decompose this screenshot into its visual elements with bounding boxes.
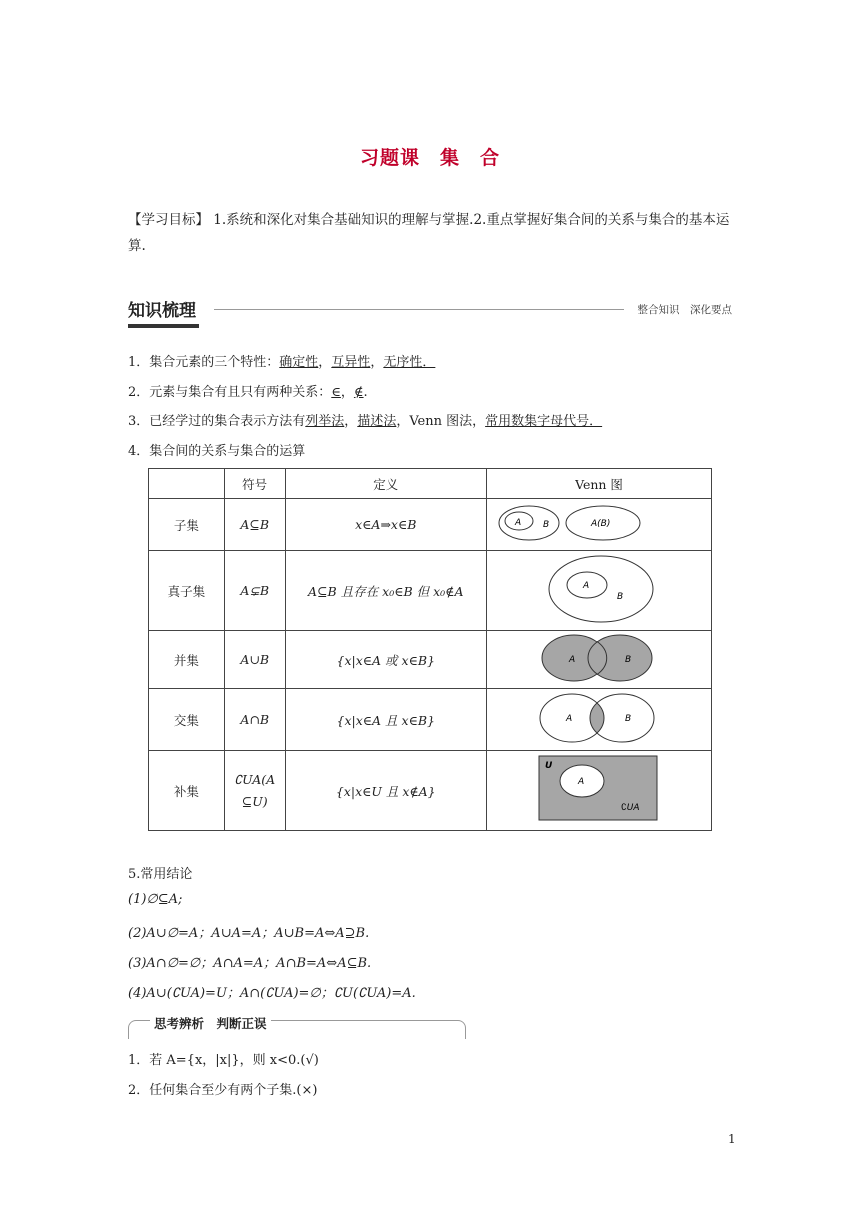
conclusion-3: (3)A∩∅=∅；A∩A=A；A∩B=A⇔A⊆B. (128, 956, 372, 971)
set-relations-table (148, 468, 712, 831)
item-3-answer-b: 描述法 (357, 414, 397, 429)
table-header-row (149, 469, 712, 499)
venn-intersection-diagram (487, 690, 711, 746)
row-symbol: A⊆B (224, 499, 285, 551)
table-row (149, 689, 712, 751)
venn-intersection (487, 689, 712, 751)
item-3-sep1: ， (344, 414, 358, 429)
item-2-sep: ， (340, 385, 354, 400)
row-symbol: A∪B (224, 631, 285, 689)
venn-label-b: B (625, 655, 632, 665)
item-1-sep2: ， (370, 355, 384, 370)
goal-label: 【学习目标】 (128, 212, 209, 228)
venn-label-a: A (583, 581, 590, 591)
venn-complement-diagram (487, 752, 711, 826)
item-2-answer-b: ∉ (353, 385, 364, 400)
section-divider (214, 309, 624, 310)
item-1-answer-b: 互异性 (331, 355, 371, 370)
item-1 (128, 351, 435, 370)
think-label: 思考辨析 判断正误 (150, 1014, 271, 1032)
table-row (149, 551, 712, 631)
item-3-prefix: 3．已经学过的集合表示方法有 (128, 414, 306, 429)
venn-subset-diagram (487, 499, 711, 547)
item-2-end: . (363, 385, 368, 400)
think-question-2: 2．任何集合至少有两个子集.(×) (128, 1083, 318, 1098)
row-definition: {x|x∈A 且 x∈B} (285, 689, 486, 751)
row-name: 子集 (149, 499, 225, 551)
item-4: 4．集合间的关系与集合的运算 (128, 444, 306, 459)
header-symbol: 符号 (224, 469, 285, 499)
item-2-prefix: 2．元素与集合有且只有两种关系： (128, 385, 332, 400)
row-definition: A⊆B 且存在 x₀∈B 但 x₀∉A (285, 551, 486, 631)
venn-label-cua: ∁UA (621, 803, 640, 813)
row-symbol: A∩B (224, 689, 285, 751)
row-definition: x∈A⇒x∈B (285, 499, 486, 551)
venn-label-b: B (543, 520, 550, 530)
item-3 (128, 410, 602, 429)
row-name: 交集 (149, 689, 225, 751)
header-venn: Venn 图 (487, 469, 712, 499)
page-number: 1 (728, 1132, 736, 1146)
conclusion-2: (2)A∪∅=A；A∪A=A；A∪B=A⇔A⊇B. (128, 926, 370, 941)
conclusion-4: (4)A∪(∁UA)=U；A∩(∁UA)=∅；∁U(∁UA)=A. (128, 986, 416, 1001)
row-name: 并集 (149, 631, 225, 689)
goal-text: 1.系统和深化对集合基础知识的理解与掌握.2.重点掌握好集合间的关系与集合的基本运算. (128, 212, 730, 254)
venn-label-a: A (515, 518, 522, 528)
item-3-answer-a: 列举法 (305, 414, 345, 429)
section-name: 知识梳理 (128, 296, 199, 328)
row-name: 补集 (149, 751, 225, 831)
venn-label-b: B (617, 592, 624, 602)
venn-label-ab: A(B) (591, 519, 611, 529)
header-blank (149, 469, 225, 499)
venn-label-a: A (578, 777, 585, 787)
venn-label-b: B (625, 714, 632, 724)
section-header (128, 296, 734, 326)
section-tag: 整合知识 深化要点 (637, 304, 732, 316)
venn-complement (487, 751, 712, 831)
item-3-answer-c: 常用数集字母代号． (485, 414, 603, 429)
venn-label-u: U (545, 761, 553, 771)
item-2 (128, 381, 368, 400)
venn-union (487, 631, 712, 689)
table-row (149, 499, 712, 551)
item-1-sep1: ， (318, 355, 332, 370)
row-definition: {x|x∈U 且 x∉A} (285, 751, 486, 831)
venn-proper-subset-diagram (487, 551, 711, 627)
venn-union-diagram (487, 631, 711, 685)
think-question-1: 1．若 A={x，|x|}，则 x<0.(√) (128, 1053, 319, 1068)
venn-label-a: A (566, 714, 573, 724)
conclusion-1: (1)∅⊆A; (128, 892, 183, 907)
item-1-answer-c: 无序性． (383, 355, 436, 370)
venn-label-a: A (569, 655, 576, 665)
page-title: 习题课 集 合 (359, 147, 500, 169)
think-box (128, 1016, 468, 1040)
row-definition: {x|x∈A 或 x∈B} (285, 631, 486, 689)
venn-proper-subset (487, 551, 712, 631)
conclusions-heading: 5.常用结论 (128, 867, 193, 882)
table-row (149, 751, 712, 831)
row-symbol: ∁UA(A ⊆U) (224, 751, 285, 831)
item-2-answer-a: ∈ (331, 385, 341, 400)
row-name: 真子集 (149, 551, 225, 631)
venn-subset (487, 499, 712, 551)
header-definition: 定义 (285, 469, 486, 499)
item-1-answer-a: 确定性 (279, 355, 319, 370)
learning-goal (128, 207, 734, 259)
row-symbol: A⊊B (224, 551, 285, 631)
table-row (149, 631, 712, 689)
item-1-prefix: 1．集合元素的三个特性： (128, 355, 280, 370)
item-3-mid: ，Venn 图法， (396, 414, 486, 429)
